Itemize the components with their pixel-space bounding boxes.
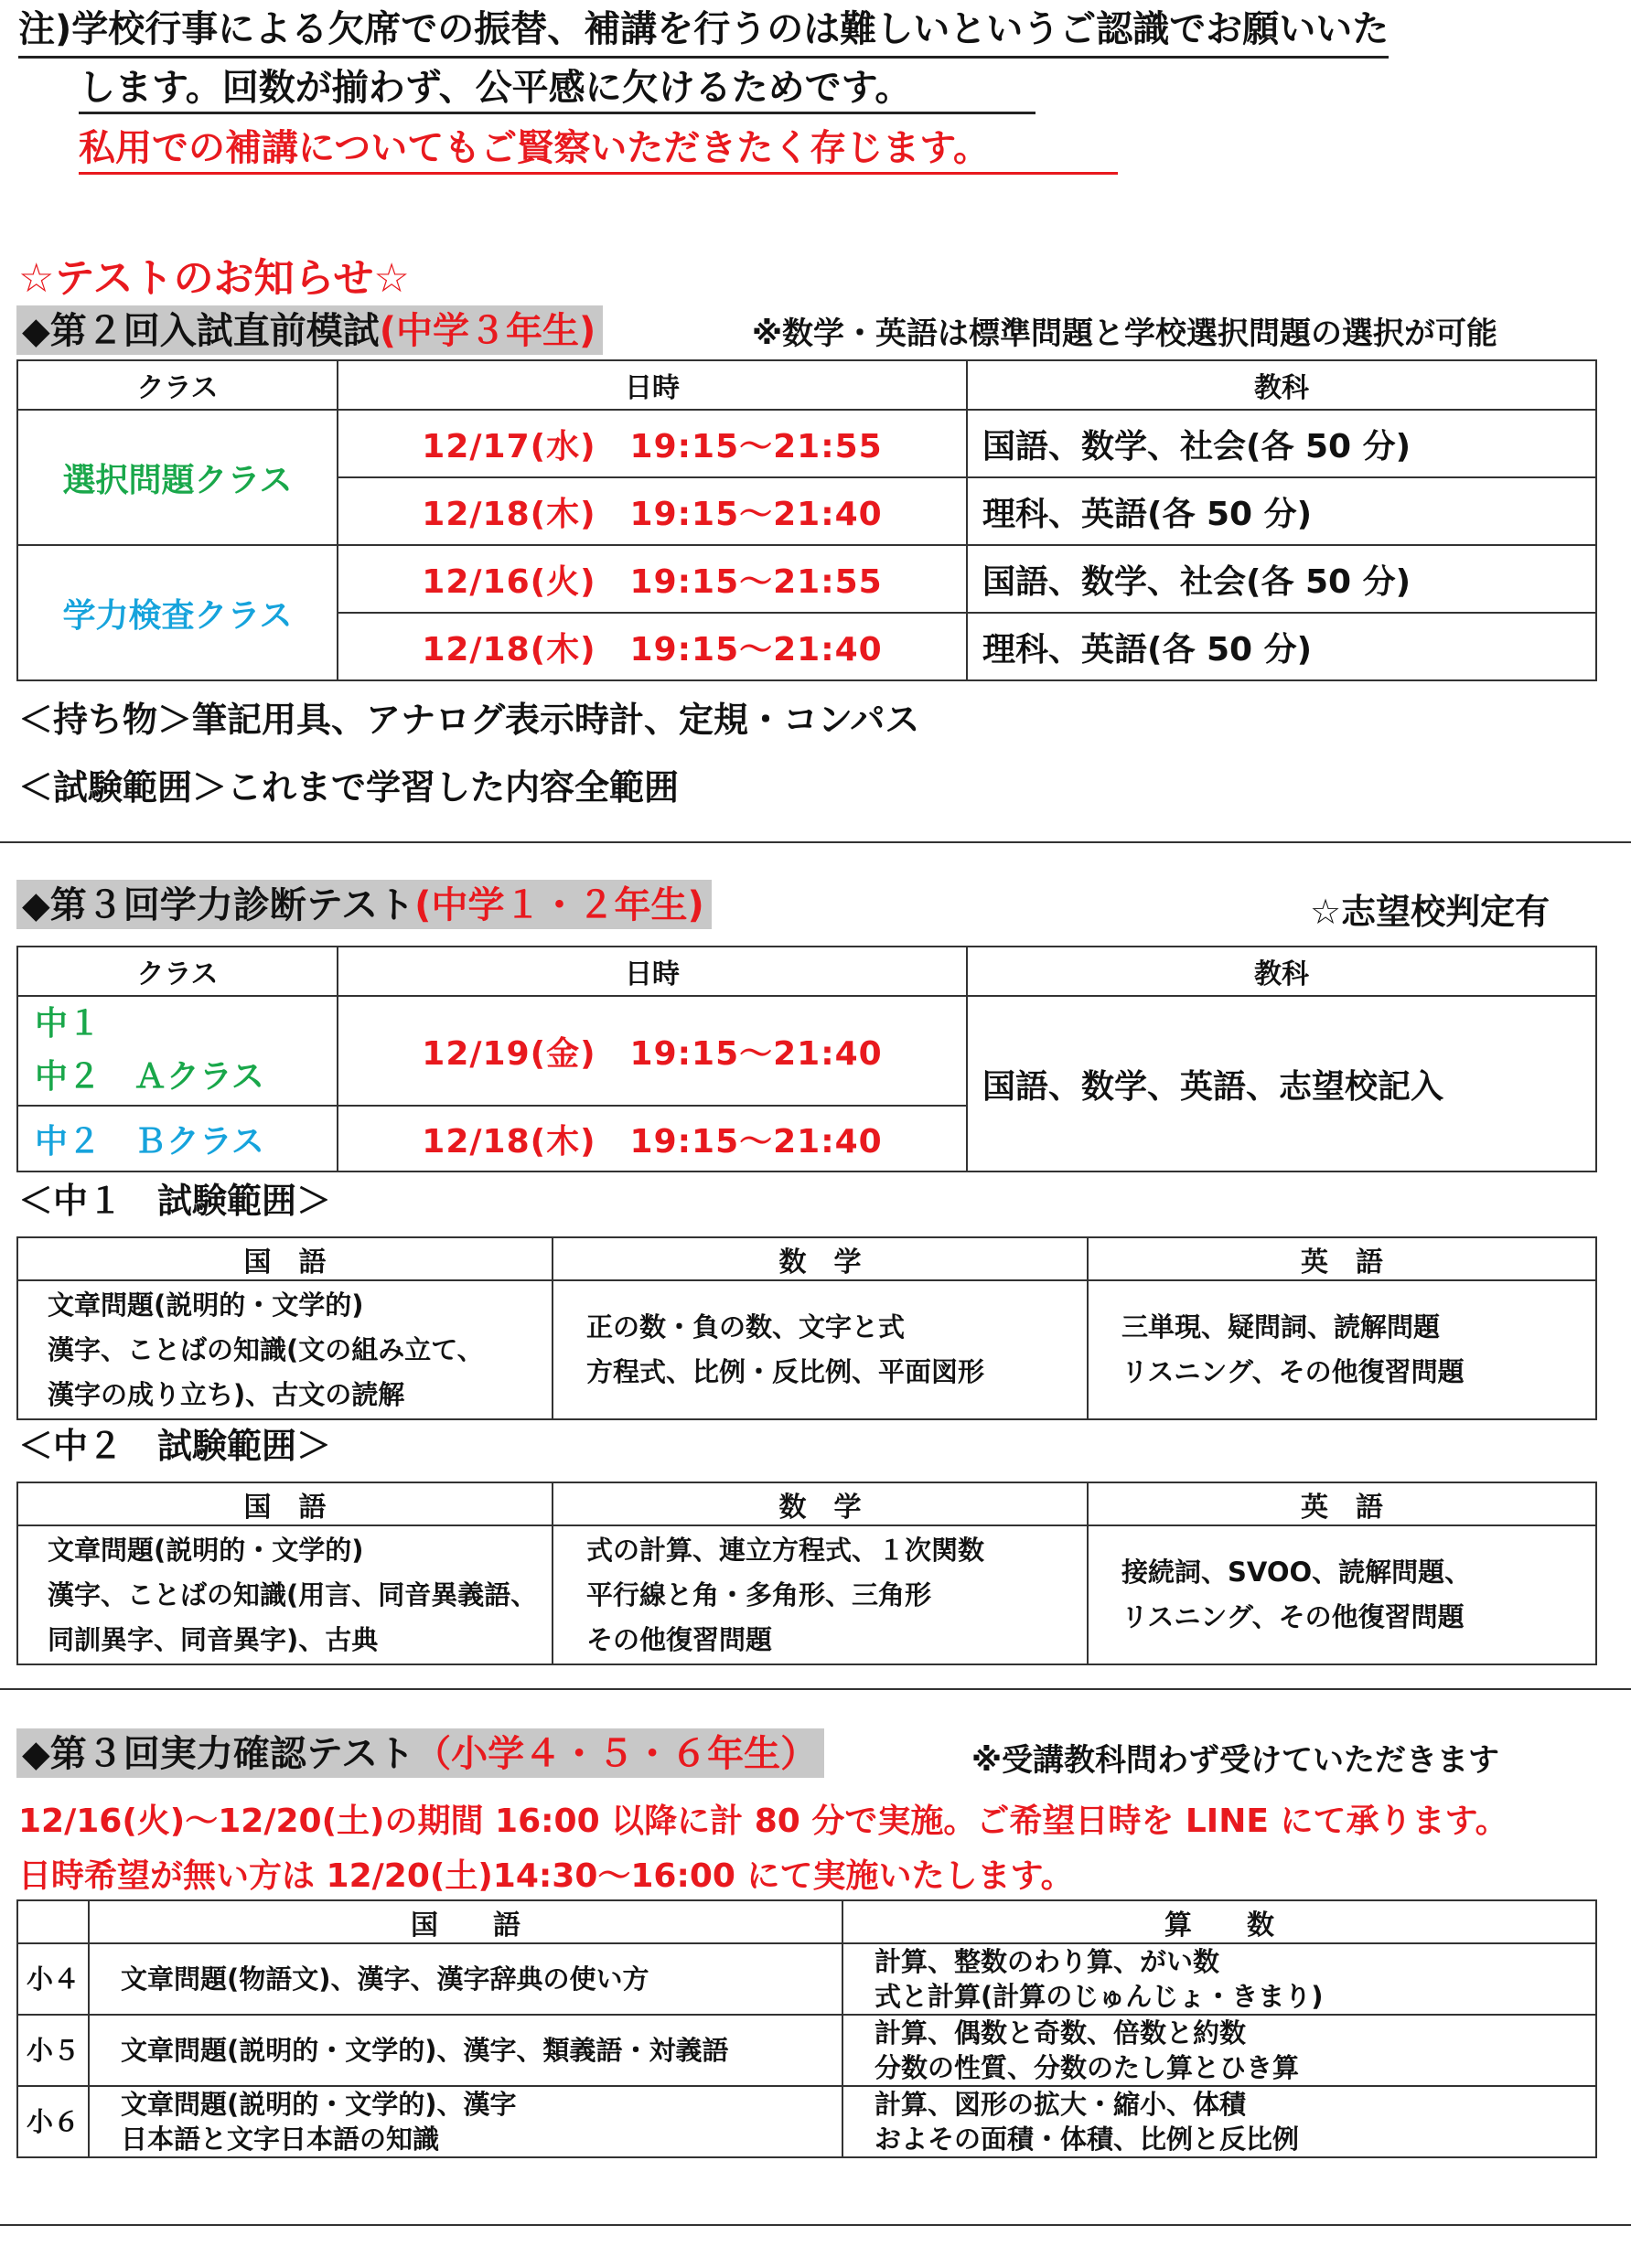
exam4-title-prefix: ◆第３回実力確認テスト [22,1733,415,1775]
exam4-line-1: 12/16(火)～12/20(土)の期間 16:00 以降に計 80 分で実施。ご希望日時を LINE にて承ります。 [18,1803,1508,1840]
table-row [17,996,1596,1106]
exam4-title-grade: （小学４・５・６年生） [414,1733,818,1775]
notice-line-3: 私用での補講についてもご賢察いただきたく存じます。 [79,130,1118,175]
exam3-title-prefix: ◆第３回学力診断テスト [22,884,415,926]
scope2-japanese: 文章問題(説明的・文学的) 漢字、ことばの知識(用言、同音異義語、 同訓異字、同音異字)、古典 [17,1525,553,1664]
scope1-header-math: 数 学 [553,1237,1088,1280]
scope2-english: 接続詞、SVOO、読解問題、 リスニング、その他復習問題 [1088,1525,1596,1664]
exam3-header-subject: 教科 [967,947,1596,996]
exam4-side-note: ※受講教科問わず受けていただきます [971,1742,1500,1779]
exam2-datetime: 12/17(水) 19:15～21:55 [338,410,967,477]
exam2-subjects: 理科、英語(各 50 分) [967,477,1596,545]
exam2-scope: ＜試験範囲＞これまで学習した内容全範囲 [18,767,680,808]
exam2-side-note: ※数学・英語は標準問題と学校選択問題の選択が可能 [752,316,1498,352]
table-row [17,1943,1596,2015]
exam2-belongings: ＜持ち物＞筆記用具、アナログ表示時計、定規・コンパス [18,700,920,740]
exam3-class-a [17,996,338,1106]
notice-line-2: します。回数が揃わず、公平感に欠けるためです。 [79,70,1035,114]
table-row [17,1525,1596,1664]
exam2-subjects: 国語、数学、社会(各 50 分) [967,545,1596,613]
grade-math: 計算、整数のわり算、がい数 式と計算(計算のじゅんじょ・きまり) [842,1943,1596,2015]
divider [0,1688,1631,1690]
exam4-title [16,1728,824,1778]
grade-japanese: 文章問題(説明的・文学的)、漢字、類義語・対義語 [89,2015,842,2086]
exam2-title [16,305,603,355]
exam3-class-a-line2: 中２ Ａクラス [35,1058,264,1096]
grade-label: 小４ [17,1943,89,2015]
exam3-title-grade: (中学１・２年生) [414,884,704,926]
exam2-class-academic: 学力検査クラス [17,545,338,680]
exam3-datetime-a: 12/19(金) 19:15～21:40 [338,996,967,1106]
grade-japanese: 文章問題(物語文)、漢字、漢字辞典の使い方 [89,1943,842,2015]
scope2-math: 式の計算、連立方程式、１次関数 平行線と角・多角形、三角形 その他復習問題 [553,1525,1088,1664]
exam2-datetime: 12/18(木) 19:15～21:40 [338,613,967,680]
exam2-title-prefix: ◆第２回入試直前模試 [22,310,380,352]
table-row [17,2015,1596,2086]
grade-math: 計算、偶数と奇数、倍数と約数 分数の性質、分数のたし算とひき算 [842,2015,1596,2086]
exam3-scope1-table [16,1236,1597,1420]
test-heading: ☆テストのお知らせ☆ [18,255,410,302]
exam3-side-note: ☆志望校判定有 [1310,892,1551,932]
exam2-subjects: 理科、英語(各 50 分) [967,613,1596,680]
exam3-header-datetime: 日時 [338,947,967,996]
exam3-subjects: 国語、数学、英語、志望校記入 [967,996,1596,1171]
table-row [17,1280,1596,1419]
exam2-class-select: 選択問題クラス [17,410,338,545]
scope1-english: 三単現、疑問詞、読解問題 リスニング、その他復習問題 [1088,1280,1596,1419]
scope2-header-japanese: 国 語 [17,1482,553,1525]
scope1-header-english: 英 語 [1088,1237,1596,1280]
scope1-math: 正の数・負の数、文字と式 方程式、比例・反比例、平面図形 [553,1280,1088,1419]
exam2-title-grade: (中学３年生) [379,310,596,352]
exam3-scope1-title: ＜中１ 試験範囲＞ [18,1181,332,1221]
grade-label: 小５ [17,2015,89,2086]
divider [0,841,1631,843]
exam3-scope2-table [16,1482,1597,1665]
exam3-datetime-b: 12/18(木) 19:15～21:40 [338,1106,967,1171]
grade-japanese: 文章問題(説明的・文学的)、漢字 日本語と文字日本語の知識 [89,2086,842,2157]
table-row [17,545,1596,613]
exam3-scope2-title: ＜中２ 試験範囲＞ [18,1426,332,1466]
exam4-line-2: 日時希望が無い方は 12/20(土)14:30～16:00 にて実施いたします。 [18,1857,1074,1895]
exam4-header-japanese: 国 語 [89,1900,842,1943]
grade-math: 計算、図形の拡大・縮小、体積 およその面積・体積、比例と反比例 [842,2086,1596,2157]
scope2-header-math: 数 学 [553,1482,1088,1525]
table-row [17,2086,1596,2157]
exam2-subjects: 国語、数学、社会(各 50 分) [967,410,1596,477]
exam2-header-class: クラス [17,360,338,410]
table-row [17,410,1596,477]
scope2-header-english: 英 語 [1088,1482,1596,1525]
exam3-title [16,880,712,929]
scope1-japanese: 文章問題(説明的・文学的) 漢字、ことばの知識(文の組み立て、 漢字の成り立ち)、古文の読解 [17,1280,553,1419]
exam3-class-b: 中２ Ｂクラス [17,1106,338,1171]
scope1-header-japanese: 国 語 [17,1237,553,1280]
exam2-datetime: 12/16(火) 19:15～21:55 [338,545,967,613]
exam4-table [16,1899,1597,2158]
exam3-class-a-line1: 中１ [35,1005,102,1043]
notice-line-1: 注)学校行事による欠席での振替、補講を行うのは難しいというご認識でお願いいた [18,11,1389,48]
exam2-table [16,359,1597,681]
exam2-header-subject: 教科 [967,360,1596,410]
exam3-header-class: クラス [17,947,338,996]
divider [0,2224,1631,2226]
grade-label: 小６ [17,2086,89,2157]
exam3-table [16,946,1597,1172]
exam2-datetime: 12/18(木) 19:15～21:40 [338,477,967,545]
exam2-header-datetime: 日時 [338,360,967,410]
exam4-header-math: 算 数 [842,1900,1596,1943]
